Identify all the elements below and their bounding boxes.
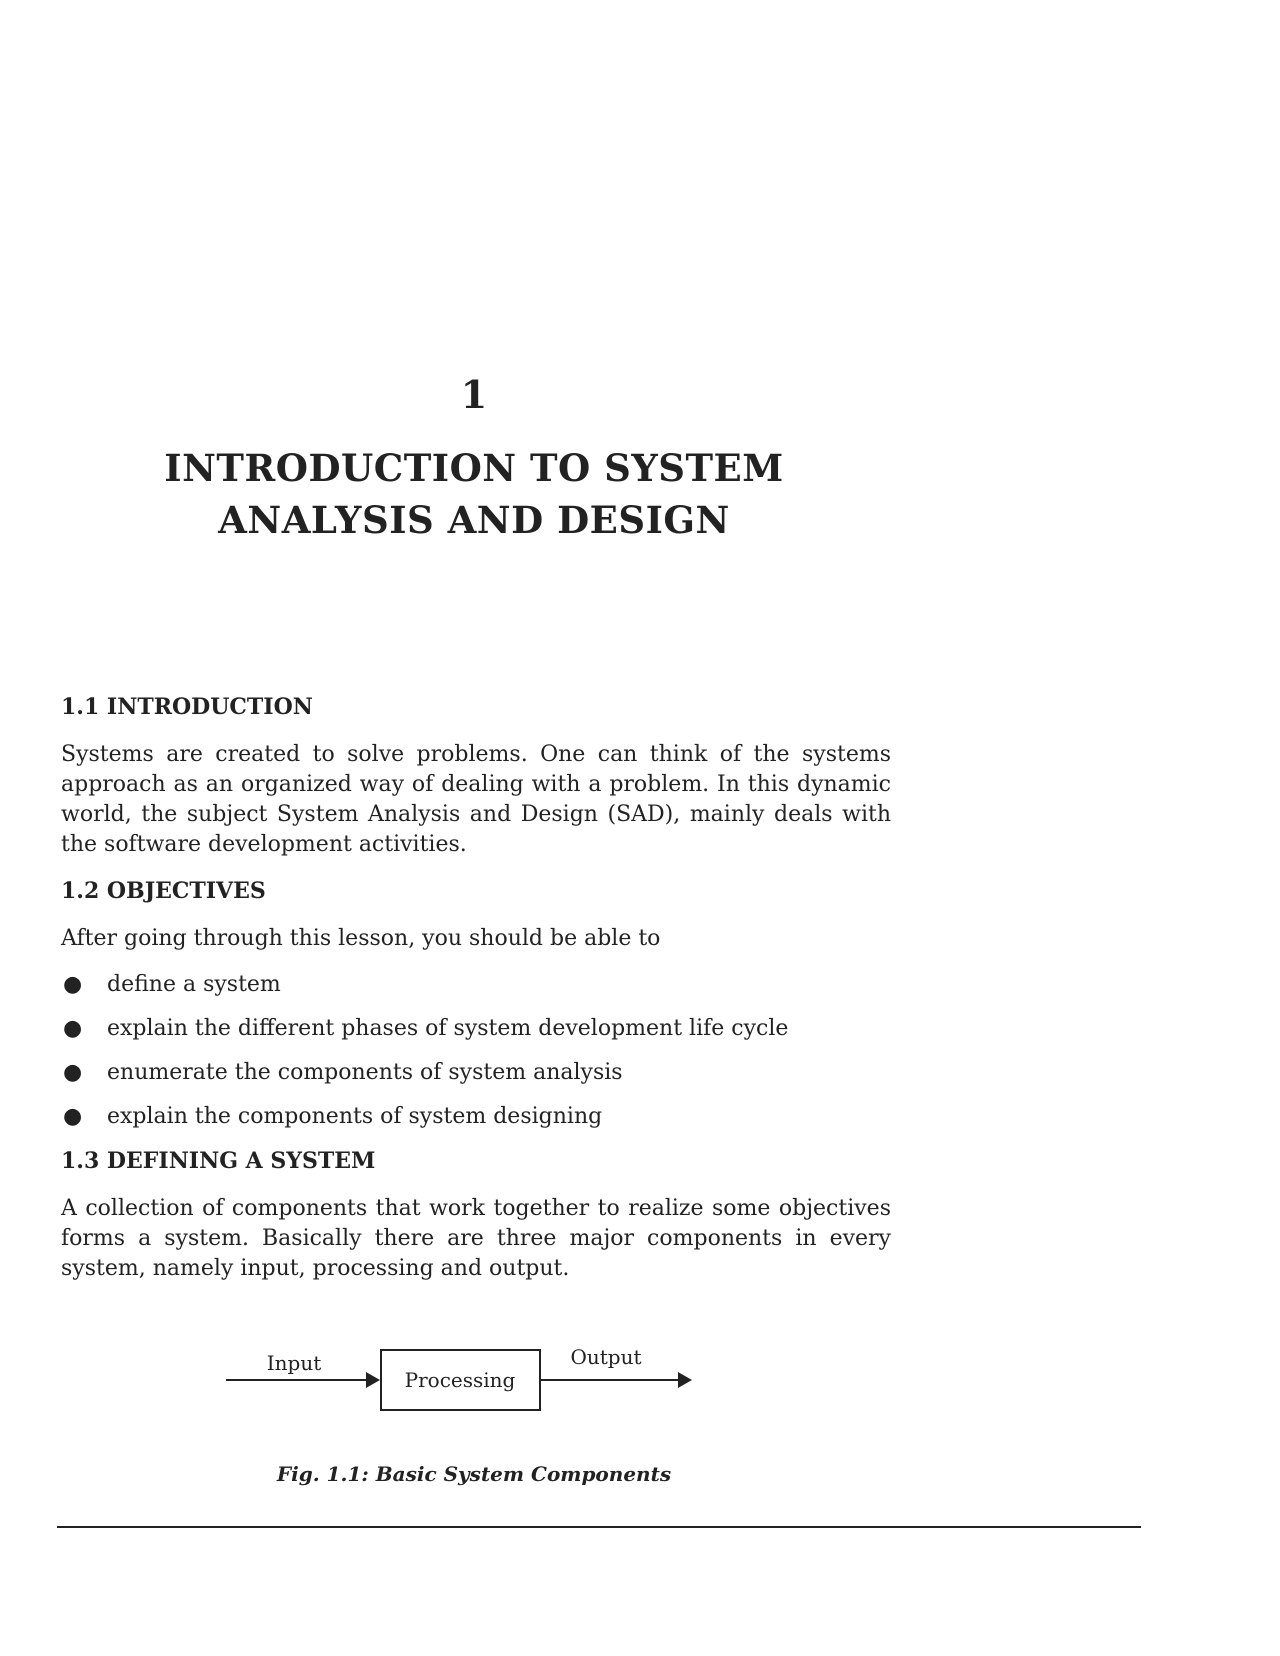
objectives-lead: After going through this lesson, you should be able to: [61, 926, 661, 951]
bullet-icon: ●: [63, 1016, 83, 1041]
list-item: [61, 1058, 891, 1088]
chapter-title-line-1: INTRODUCTION TO SYSTEM: [164, 446, 784, 490]
processing-label: Processing: [404, 1368, 516, 1392]
list-item: [61, 1102, 891, 1132]
input-label: Input: [266, 1351, 322, 1375]
list-item: [61, 970, 891, 1000]
list-item: [61, 1014, 891, 1044]
chapter-number: 1: [460, 372, 488, 417]
section-heading-defining-system: 1.3 DEFINING A SYSTEM: [61, 1148, 376, 1174]
output-label: Output: [570, 1345, 642, 1369]
chapter-title-line-2: ANALYSIS AND DESIGN: [218, 498, 730, 542]
input-arrow-head: [366, 1372, 380, 1388]
page-divider: [57, 1526, 1141, 1528]
chapter-title: [0, 442, 948, 546]
objective-text: explain the components of system designing: [107, 1104, 603, 1129]
objective-text: explain the different phases of system development life cycle: [107, 1016, 789, 1041]
bullet-icon: ●: [63, 1104, 83, 1129]
section-heading-introduction: 1.1 INTRODUCTION: [61, 694, 313, 720]
defining-system-paragraph: A collection of components that work together to realize some objectives forms a system. Basically there are three major components in every system, namely input, processing and output.: [61, 1196, 891, 1281]
figure-caption: Fig. 1.1: Basic System Components: [276, 1462, 672, 1486]
objective-text: enumerate the components of system analysis: [107, 1060, 623, 1085]
bullet-icon: ●: [63, 1060, 83, 1085]
objective-text: define a system: [107, 972, 281, 997]
bullet-icon: ●: [63, 972, 83, 997]
output-arrow-head: [678, 1372, 692, 1388]
main-content: [61, 692, 891, 1300]
objectives-list: [61, 970, 891, 1132]
section-heading-objectives: 1.2 OBJECTIVES: [61, 878, 266, 904]
introduction-paragraph: Systems are created to solve problems. One can think of the systems approach as an organized way of dealing with a problem. In this dynamic world, the subject System Analysis and Design (SAD), mainly deals with the software development activities.: [61, 742, 891, 857]
